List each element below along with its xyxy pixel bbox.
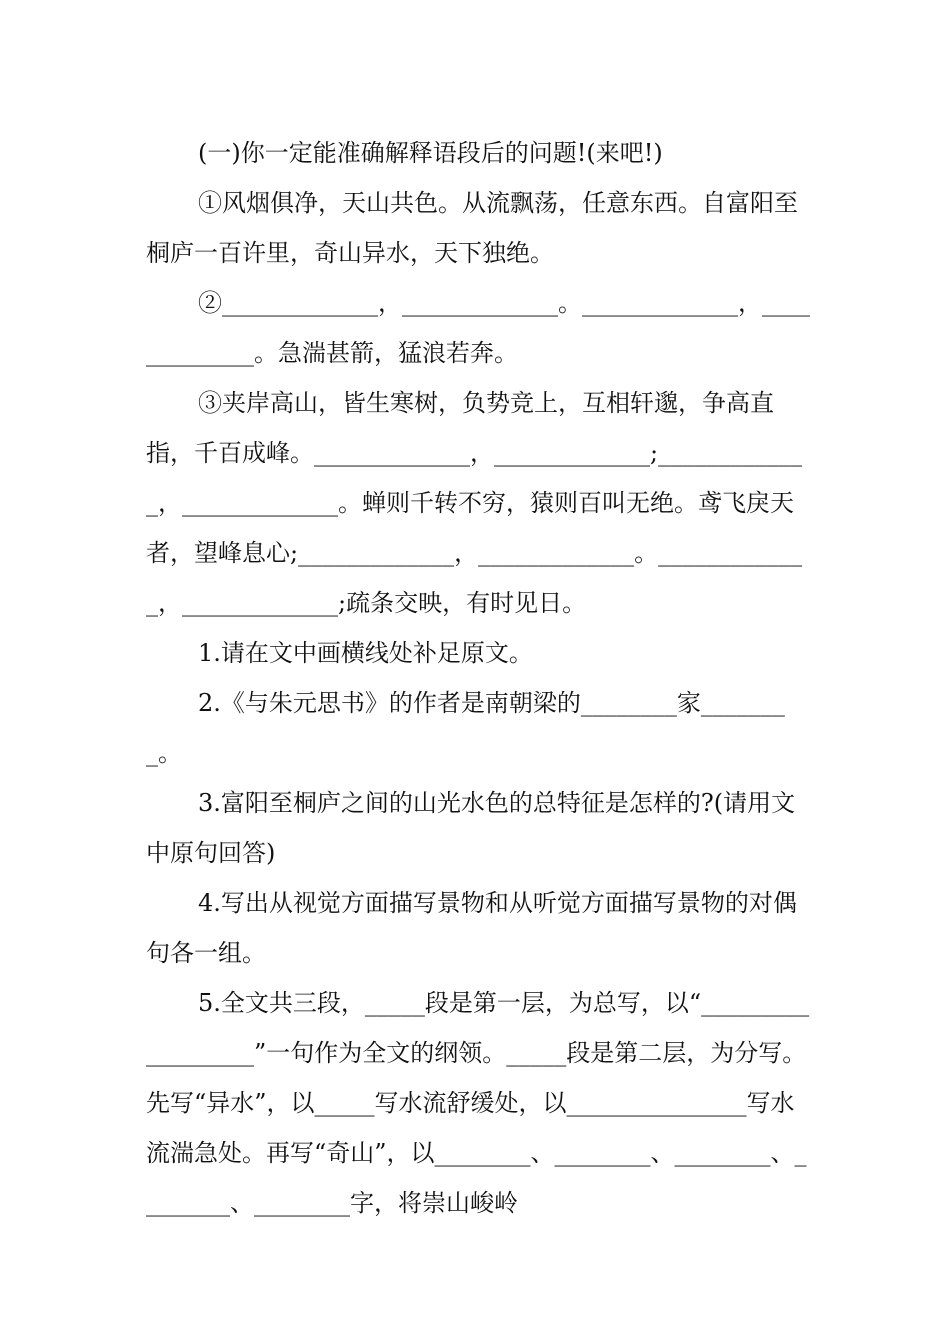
question-3: 3.富阳至桐庐之间的山光水色的总特征是怎样的?(请用文中原句回答)	[146, 789, 796, 867]
question-1: 1.请在文中画横线处补足原文。	[198, 639, 533, 667]
question-5: 5.全文共三段，_____段是第一层，为总写，以“__________________”一句作为全文的纲领。_____段是第二层，为分写。先写“异水”，以_____写水流舒缓处，以_______________写水流湍急处。再写“奇山”，以________、________、________、________、________字，将崇山峻岭	[146, 989, 810, 1217]
passage-paragraph-3: ③夹岸高山，皆生寒树，负势竞上，互相轩邈，争高直指，千百成峰。_____________，_____________;_____________，_____________。蝉则千转不穷，猿则百叫无绝。鸢飞戾天者，望峰息心;_____________，_____________。_____________，_____________;疏条交映，有时见日。	[146, 389, 803, 617]
passage-paragraph-2: ②_____________，_____________。_____________，_____________。急湍甚箭，猛浪若奔。	[146, 289, 810, 367]
question-2: 2.《与朱元思书》的作者是南朝梁的________家________。	[146, 689, 785, 767]
passage-paragraph-1: ①风烟俱净，天山共色。从流飘荡，任意东西。自富阳至桐庐一百许里，奇山异水，天下独绝。	[146, 189, 798, 267]
document-body	[146, 128, 810, 1228]
section-heading: (一)你一定能准确解释语段后的问题!(来吧!)	[198, 139, 663, 167]
question-4: 4.写出从视觉方面描写景物和从听觉方面描写景物的对偶句各一组。	[146, 889, 797, 967]
